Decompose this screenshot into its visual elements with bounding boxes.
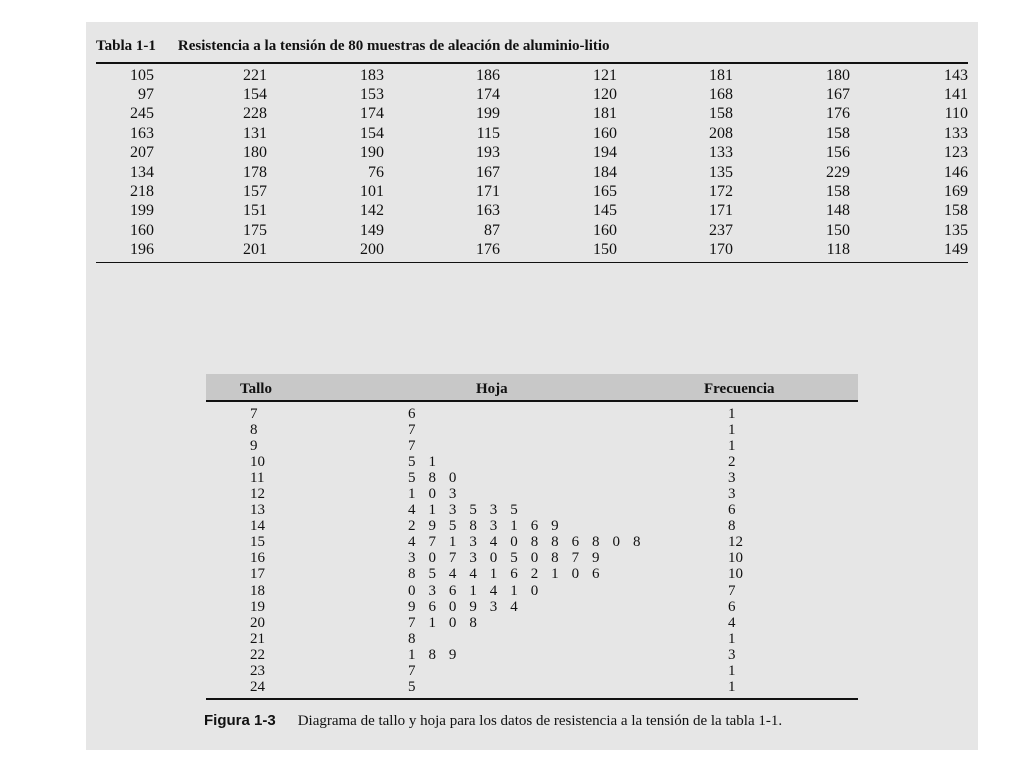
table-cell: 142 <box>360 202 384 220</box>
leaf-values: 8 5 4 4 1 6 2 1 0 6 <box>408 566 605 583</box>
table-bottom-rule <box>96 262 968 263</box>
table-cell: 199 <box>130 202 154 220</box>
table-cell: 176 <box>826 105 850 123</box>
table-cell: 115 <box>476 124 500 142</box>
table-cell: 237 <box>709 221 733 239</box>
table-cell: 183 <box>360 66 384 84</box>
table-cell: 171 <box>709 202 733 220</box>
table-row <box>96 202 968 221</box>
table-cell: 184 <box>593 163 617 181</box>
table-cell: 151 <box>243 202 267 220</box>
leaf-values: 1 8 9 <box>408 646 461 663</box>
stem-value: 24 <box>250 679 265 696</box>
frequency-value: 3 <box>728 486 736 503</box>
stem-value: 17 <box>250 566 265 583</box>
frequency-value: 1 <box>728 405 736 422</box>
table-row <box>96 66 968 85</box>
leaf-values: 2 9 5 8 3 1 6 9 <box>408 518 564 535</box>
stem-leaf-row <box>206 631 858 647</box>
stem-value: 13 <box>250 502 265 519</box>
table-row <box>96 221 968 240</box>
table-cell: 154 <box>243 86 267 104</box>
table-cell: 193 <box>476 144 500 162</box>
table-caption <box>96 38 610 55</box>
frequency-value: 6 <box>728 502 736 519</box>
table-cell: 133 <box>944 124 968 142</box>
table-cell: 174 <box>360 105 384 123</box>
table-cell: 97 <box>138 86 154 104</box>
stem-leaf-row <box>206 535 858 551</box>
table-cell: 157 <box>243 183 267 201</box>
table-cell: 168 <box>709 86 733 104</box>
table-cell: 87 <box>484 221 500 239</box>
table-cell: 171 <box>476 183 500 201</box>
leaf-values: 4 7 1 3 4 0 8 8 6 8 0 8 <box>408 534 646 551</box>
header-leaf: Hoja <box>476 381 508 397</box>
leaf-values: 7 <box>408 437 421 454</box>
table-cell: 145 <box>593 202 617 220</box>
frequency-value: 3 <box>728 646 736 663</box>
table-cell: 135 <box>944 221 968 239</box>
table-cell: 141 <box>944 86 968 104</box>
table-cell: 163 <box>130 124 154 142</box>
leaf-values: 1 0 3 <box>408 486 461 503</box>
frequency-value: 10 <box>728 566 743 583</box>
table-cell: 170 <box>709 241 733 259</box>
stem-value: 8 <box>250 421 258 438</box>
figure-caption-text: Diagrama de tallo y hoja para los datos de resistencia a la tensión de la tabla 1-1. <box>297 713 783 729</box>
stem-value: 10 <box>250 453 265 470</box>
stem-value: 19 <box>250 598 265 615</box>
table-cell: 181 <box>593 105 617 123</box>
frequency-value: 12 <box>728 534 743 551</box>
frequency-value: 1 <box>728 437 736 454</box>
table-cell: 186 <box>476 66 500 84</box>
table-row <box>96 182 968 201</box>
frequency-value: 1 <box>728 421 736 438</box>
table-cell: 143 <box>944 66 968 84</box>
table-cell: 160 <box>593 124 617 142</box>
frequency-value: 2 <box>728 453 736 470</box>
stem-value: 15 <box>250 534 265 551</box>
stem-leaf-row <box>206 422 858 438</box>
table-cell: 180 <box>826 66 850 84</box>
table-cell: 207 <box>130 144 154 162</box>
table-cell: 228 <box>243 105 267 123</box>
table-cell: 160 <box>130 221 154 239</box>
frequency-value: 3 <box>728 469 736 486</box>
table-cell: 149 <box>944 241 968 259</box>
stem-leaf-row <box>206 406 858 422</box>
table-cell: 169 <box>944 183 968 201</box>
stem-value: 16 <box>250 550 265 567</box>
table-cell: 167 <box>826 86 850 104</box>
table-row <box>96 163 968 182</box>
table-cell: 133 <box>709 144 733 162</box>
table-cell: 135 <box>709 163 733 181</box>
table-cell: 110 <box>944 105 968 123</box>
frequency-value: 6 <box>728 598 736 615</box>
table-cell: 218 <box>130 183 154 201</box>
table-cell: 150 <box>826 221 850 239</box>
table-row <box>96 85 968 104</box>
table-top-rule <box>96 62 968 64</box>
table-row <box>96 105 968 124</box>
table-cell: 101 <box>360 183 384 201</box>
table-cell: 131 <box>243 124 267 142</box>
table-cell: 201 <box>243 241 267 259</box>
stem-leaf-row <box>206 438 858 454</box>
table-cell: 123 <box>944 144 968 162</box>
stem-leaf-row <box>206 680 858 696</box>
table-cell: 172 <box>709 183 733 201</box>
stem-value: 9 <box>250 437 258 454</box>
frequency-value: 1 <box>728 663 736 680</box>
frequency-value: 7 <box>728 582 736 599</box>
table-label: Tabla 1-1 <box>96 38 156 54</box>
table-cell: 181 <box>709 66 733 84</box>
leaf-values: 7 <box>408 421 421 438</box>
figure-caption <box>204 712 904 730</box>
leaf-values: 5 8 0 <box>408 469 461 486</box>
table-row <box>96 124 968 143</box>
table-cell: 153 <box>360 86 384 104</box>
frequency-value: 8 <box>728 518 736 535</box>
stem-leaf-row <box>206 599 858 615</box>
leaf-values: 3 0 7 3 0 5 0 8 7 9 <box>408 550 605 567</box>
leaf-values: 9 6 0 9 3 4 <box>408 598 523 615</box>
table-cell: 221 <box>243 66 267 84</box>
stem-leaf-body <box>206 406 858 696</box>
table-cell: 229 <box>826 163 850 181</box>
stem-value: 21 <box>250 630 265 647</box>
stem-leaf-row <box>206 470 858 486</box>
stem-value: 12 <box>250 486 265 503</box>
stem-value: 7 <box>250 405 258 422</box>
table-cell: 167 <box>476 163 500 181</box>
table-row <box>96 241 968 260</box>
table-cell: 194 <box>593 144 617 162</box>
stem-leaf-header-rule <box>206 400 858 402</box>
table-cell: 150 <box>593 241 617 259</box>
stem-value: 23 <box>250 663 265 680</box>
table-cell: 158 <box>944 202 968 220</box>
leaf-values: 6 <box>408 405 421 422</box>
stem-leaf-row <box>206 567 858 583</box>
table-cell: 158 <box>826 183 850 201</box>
table-cell: 199 <box>476 105 500 123</box>
table-cell: 176 <box>476 241 500 259</box>
table-cell: 165 <box>593 183 617 201</box>
table-cell: 149 <box>360 221 384 239</box>
table-cell: 196 <box>130 241 154 259</box>
header-frequency: Frecuencia <box>704 381 775 397</box>
header-stem: Tallo <box>240 381 272 397</box>
stem-leaf-row <box>206 454 858 470</box>
stem-leaf-row <box>206 615 858 631</box>
stem-leaf-row <box>206 583 858 599</box>
table-cell: 180 <box>243 144 267 162</box>
frequency-value: 1 <box>728 679 736 696</box>
stem-leaf-header <box>206 374 858 400</box>
stem-value: 22 <box>250 646 265 663</box>
table-cell: 163 <box>476 202 500 220</box>
table-cell: 245 <box>130 105 154 123</box>
stem-leaf-diagram <box>206 374 858 700</box>
table-cell: 146 <box>944 163 968 181</box>
stem-value: 11 <box>250 469 265 486</box>
leaf-values: 5 1 <box>408 453 441 470</box>
frequency-value: 1 <box>728 630 736 647</box>
leaf-values: 0 3 6 1 4 1 0 <box>408 582 543 599</box>
stem-leaf-row <box>206 486 858 502</box>
frequency-value: 4 <box>728 614 736 631</box>
stem-value: 18 <box>250 582 265 599</box>
stem-value: 20 <box>250 614 265 631</box>
leaf-values: 7 1 0 8 <box>408 614 482 631</box>
figure-label: Figura 1-3 <box>204 712 276 729</box>
table-cell: 105 <box>130 66 154 84</box>
table-cell: 200 <box>360 241 384 259</box>
table-cell: 178 <box>243 163 267 181</box>
table-cell: 120 <box>593 86 617 104</box>
table-row <box>96 144 968 163</box>
table-cell: 175 <box>243 221 267 239</box>
stem-leaf-row <box>206 647 858 663</box>
table-cell: 148 <box>826 202 850 220</box>
stem-leaf-bottom-rule <box>206 698 858 700</box>
table-cell: 156 <box>826 144 850 162</box>
table-cell: 208 <box>709 124 733 142</box>
table-cell: 118 <box>826 241 850 259</box>
table-cell: 190 <box>360 144 384 162</box>
table-cell: 134 <box>130 163 154 181</box>
data-table <box>96 66 968 260</box>
table-cell: 158 <box>826 124 850 142</box>
table-cell: 174 <box>476 86 500 104</box>
table-cell: 160 <box>593 221 617 239</box>
table-cell: 121 <box>593 66 617 84</box>
table-cell: 154 <box>360 124 384 142</box>
stem-leaf-row <box>206 503 858 519</box>
leaf-values: 7 <box>408 663 421 680</box>
frequency-value: 10 <box>728 550 743 567</box>
stem-leaf-row <box>206 664 858 680</box>
leaf-values: 5 <box>408 679 421 696</box>
leaf-values: 4 1 3 5 3 5 <box>408 502 523 519</box>
stem-leaf-row <box>206 519 858 535</box>
document-page <box>86 22 978 750</box>
table-cell: 76 <box>368 163 384 181</box>
stem-value: 14 <box>250 518 265 535</box>
table-title: Resistencia a la tensión de 80 muestras de aleación de aluminio-litio <box>177 38 610 54</box>
stem-leaf-row <box>206 551 858 567</box>
table-cell: 158 <box>709 105 733 123</box>
leaf-values: 8 <box>408 630 421 647</box>
